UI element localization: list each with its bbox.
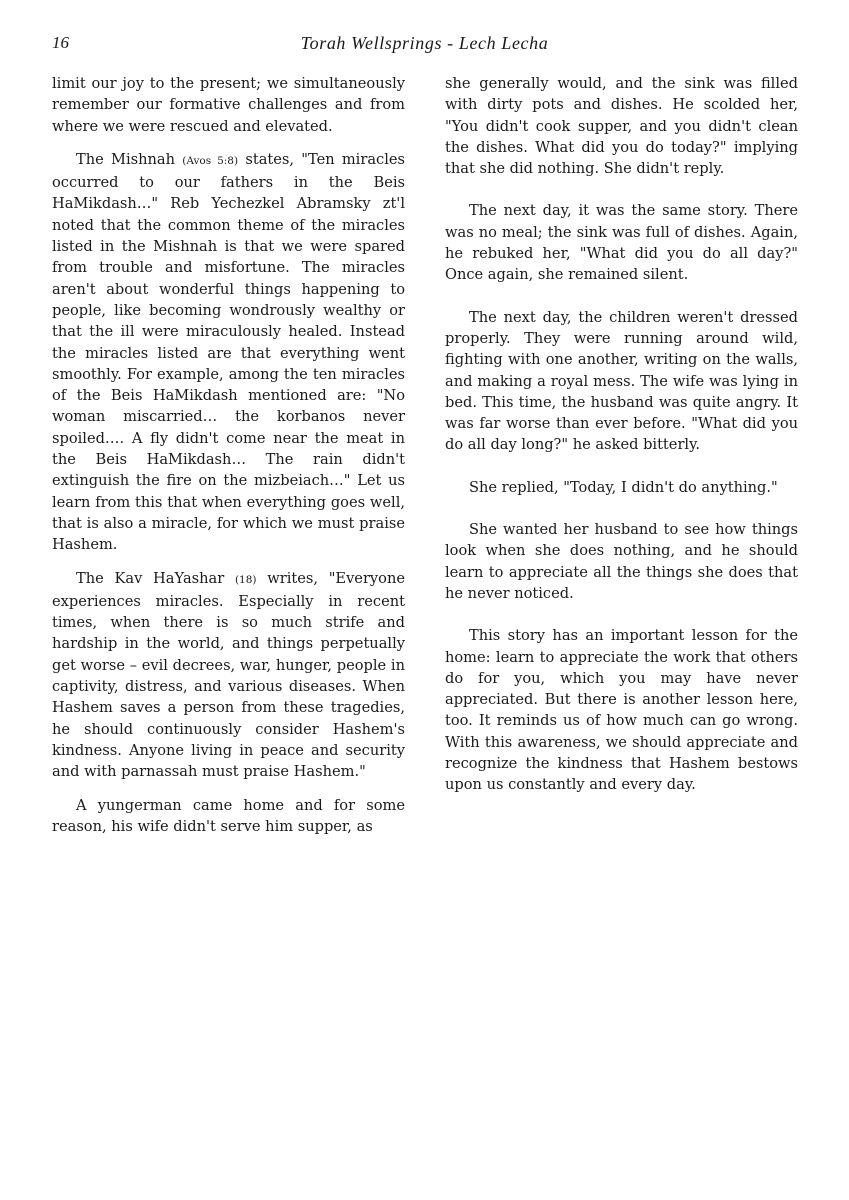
paragraph: The next day, the children weren't dressed properly. They were running around wild, fighting with one another, writing on the walls, and making a royal mess. The wife was lying in bed. This time, the husband was quite angry. It was far worse than ever before. "What did you do all day long?" he asked bitterly. <box>445 308 798 454</box>
paragraph: The next day, it was the same story. There was no meal; the sink was full of dishes. Again, he rebuked her, "What did you do all day?" Once again, she remained silent. <box>445 202 798 284</box>
citation: (Avos 5:8) <box>182 154 239 167</box>
page-header <box>52 33 797 57</box>
paragraph: She wanted her husband to see how things look when she does nothing, and he should learn to appreciate all the things she does that he never noticed. <box>445 521 798 602</box>
running-title: Torah Wellsprings - Lech Lecha <box>300 33 549 53</box>
right-column <box>445 73 798 817</box>
paragraph: She replied, "Today, I didn't do anything." <box>469 478 778 496</box>
paragraph: This story has an important lesson for the home: learn to appreciate the work that others do for you, which you may have never appreciated. But there is another lesson here, too. It reminds us of how much can go wrong. With this awareness, we should appreciate and recognize the kindness that Hashem bestows upon us constantly and every day. <box>445 627 798 794</box>
paragraph <box>52 568 405 783</box>
text-run: The Mishnah <box>76 150 183 168</box>
text-run: states, "Ten miracles occurred to our fathers in the Beis HaMikdash…" Reb Yechezkel Abramsky zt'l noted that the common theme of the miracles listed in the Mishnah is that we were spared from trouble and misfortune. The miracles aren't about wonderful things happening to people, like becoming wondrously wealthy or that the ill were miraculously healed. Instead the miracles listed are that everything went smoothly. For example, among the ten miracles of the Beis HaMikdash mentioned are: "No woman miscarried… the korbanos never spoiled…. A fly didn't come near the meat in the Beis HaMikdash… The rain didn't extinguish the fire on the mizbeiach…" Let us learn from this that when everything goes well, that is also a miracle, for which we must praise Hashem. <box>52 150 405 554</box>
citation: (18) <box>234 573 257 586</box>
paragraph <box>52 149 405 556</box>
text-run: writes, "Everyone experiences miracles. Especially in recent times, when there is so much strife and hardship in the world, and things perpetually get worse – evil decrees, war, hunger, people in captivity, distress, and various diseases. When Hashem saves a person from these tragedies, he should continuously consider Hashem's kindness. Anyone living in peace and security and with parnassah must praise Hashem." <box>52 569 405 781</box>
paragraph: A yungerman came home and for some reason, his wife didn't serve him supper, as <box>52 796 405 835</box>
page-number: 16 <box>52 33 69 52</box>
left-column <box>52 73 405 849</box>
text-run: The Kav HaYashar <box>76 569 235 587</box>
paragraph: she generally would, and the sink was filled with dirty pots and dishes. He scolded her, "You didn't cook supper, and you didn't clean the dishes. What did you do today?" implying that she did nothing. She didn't reply. <box>445 75 798 178</box>
paragraph: limit our joy to the present; we simultaneously remember our formative challenges and from where we were rescued and elevated. <box>52 75 405 135</box>
